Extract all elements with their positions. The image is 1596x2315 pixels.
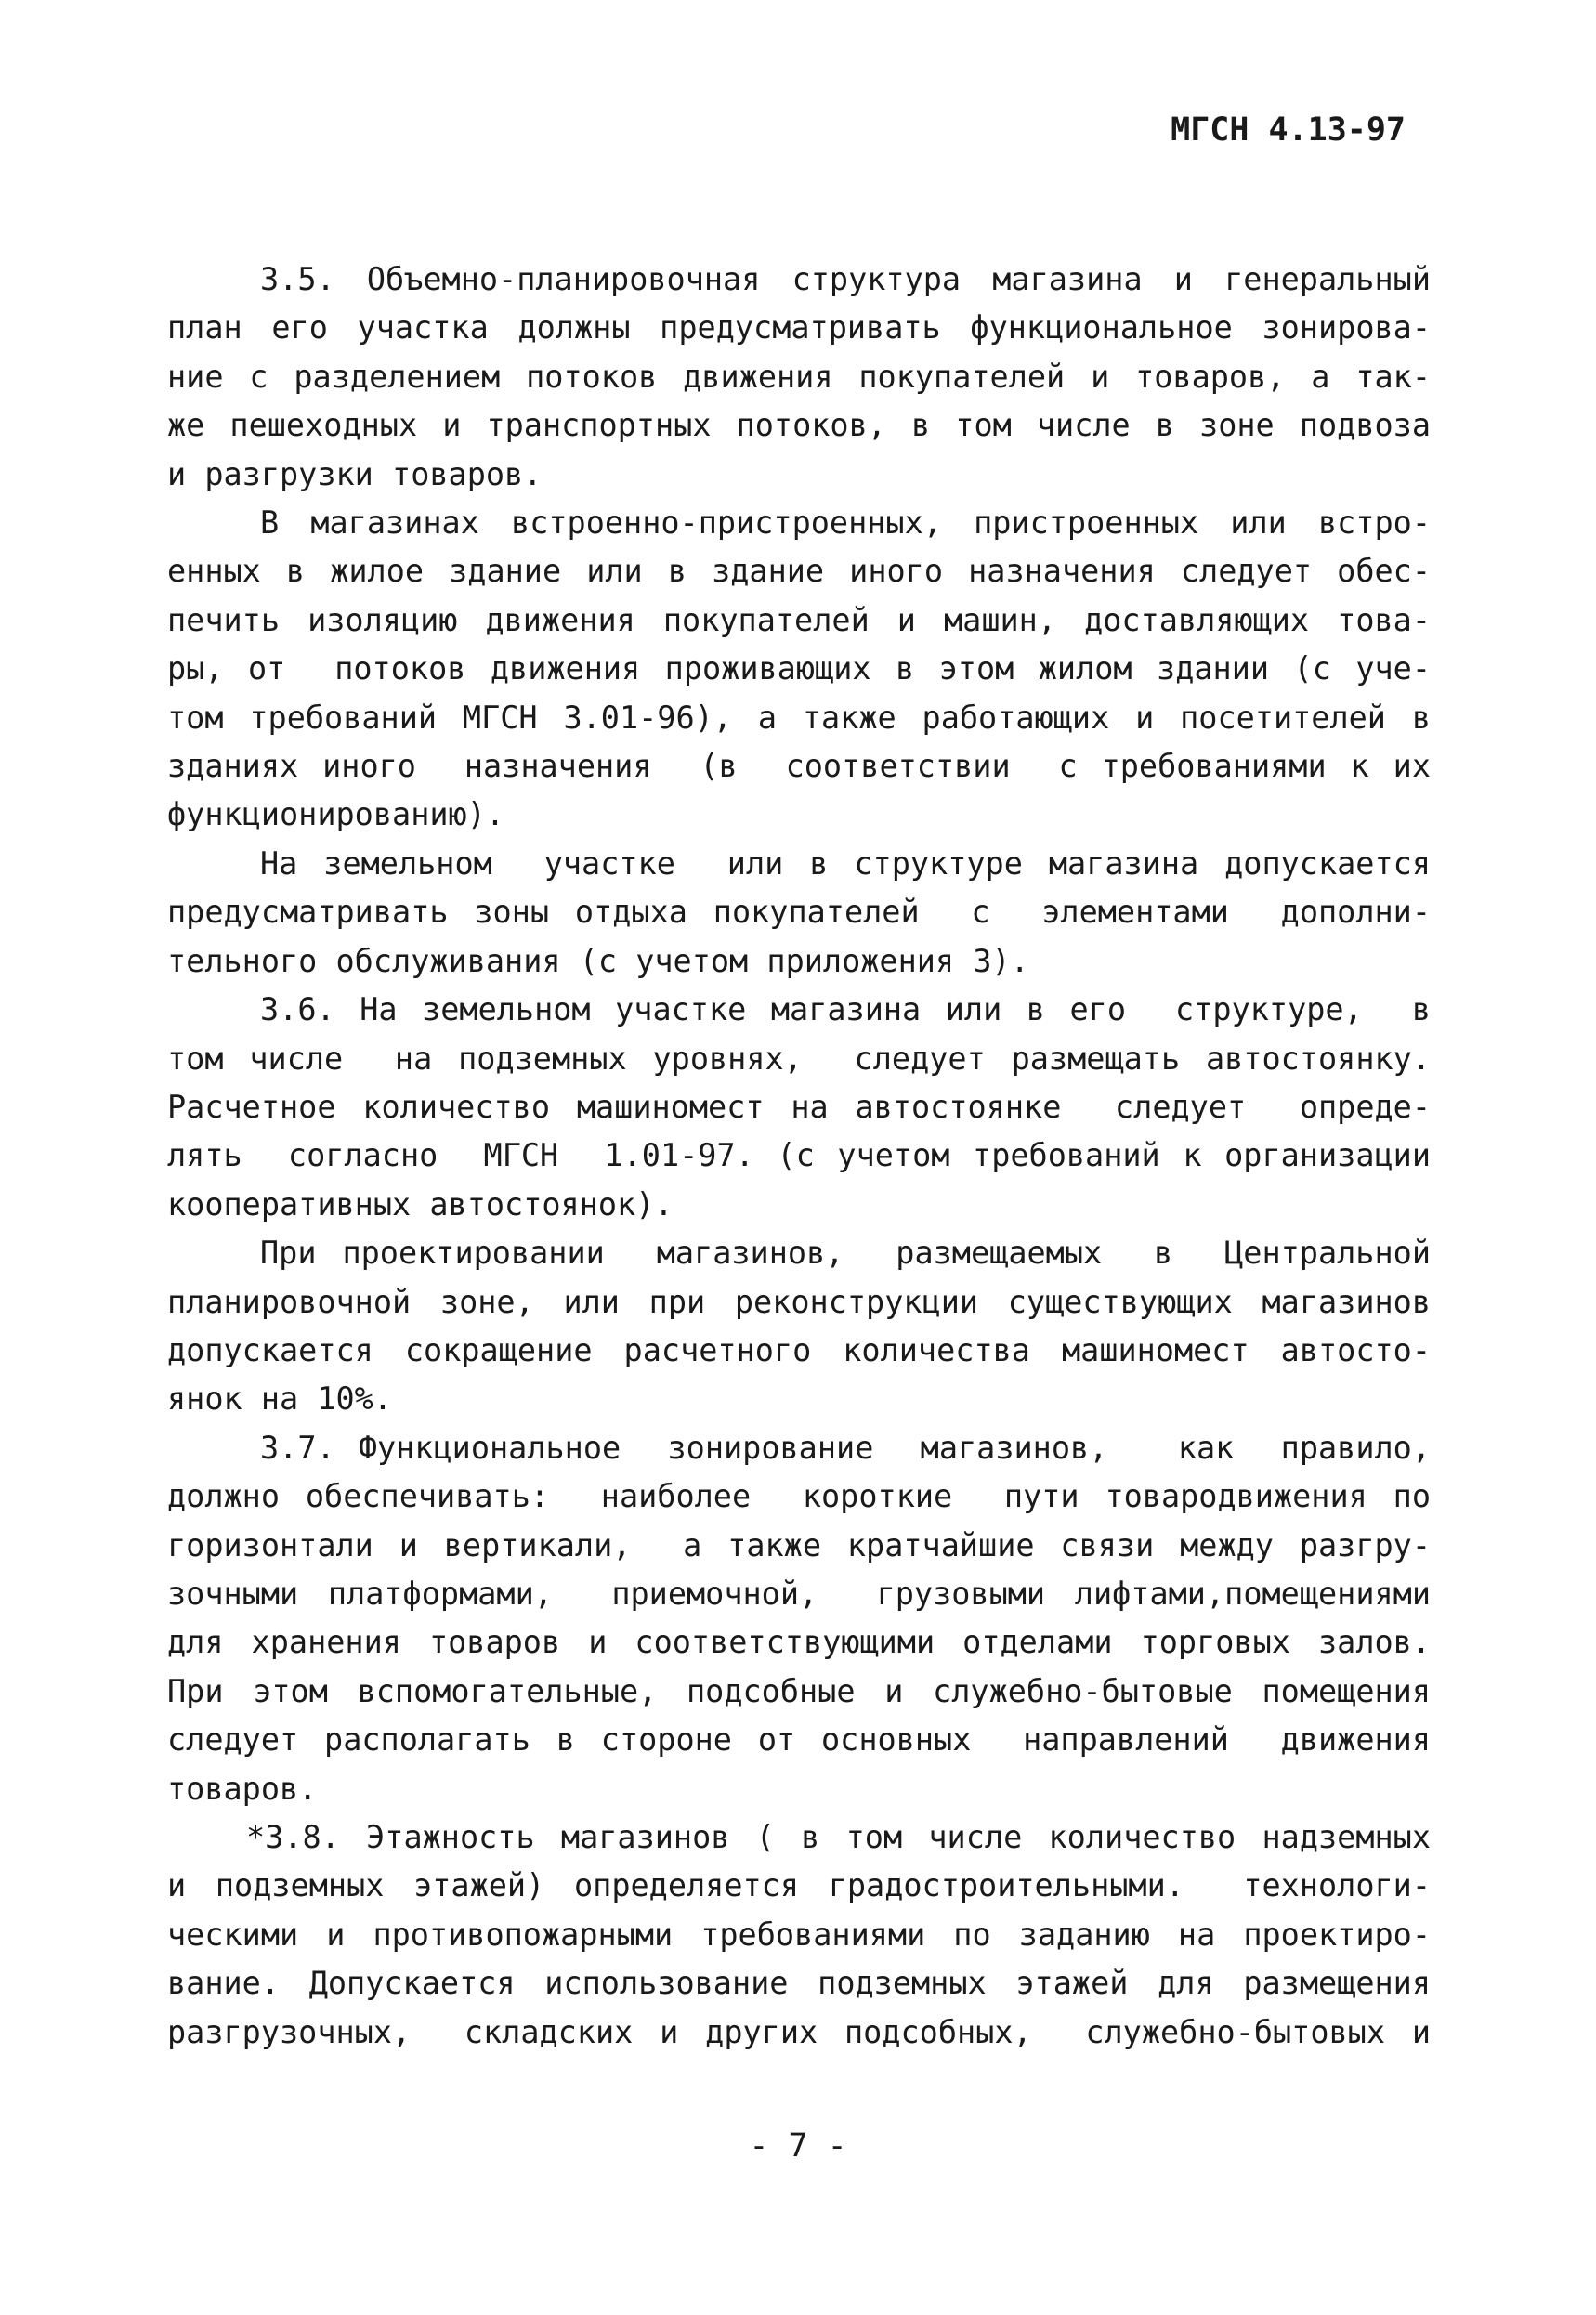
text-line: вание. Допускается использование подземных этажей для размещения bbox=[167, 1965, 1431, 2002]
text-line: план его участка должны предусматривать функциональное зонирова- bbox=[167, 309, 1431, 347]
text-line: том числе на подземных уровнях, следует размещать автостоянку. bbox=[167, 1040, 1431, 1077]
text-line: лять согласно МГСН 1.01-97. (с учетом требований к организации bbox=[167, 1137, 1431, 1174]
text-line: функционированию). bbox=[167, 796, 505, 833]
text-line: енных в жилое здание или в здание иного назначения следует обес- bbox=[167, 553, 1431, 590]
text-line: На земельном участке или в структуре магазина допускается bbox=[260, 844, 1431, 882]
text-line: разгрузочных, складских и других подсобных, служебно-бытовых и bbox=[167, 2013, 1431, 2050]
text-line: *3.8. Этажность магазинов ( в том числе количество надземных bbox=[246, 1819, 1431, 1855]
text-line: Расчетное количество машиномест на автостоянке следует опреде- bbox=[167, 1088, 1431, 1125]
text-line: том требований МГСН 3.01-96), а также работающих и посетителей в bbox=[167, 699, 1431, 736]
text-line: кооперативных автостоянок). bbox=[167, 1185, 674, 1223]
text-line: тельного обслуживания (с учетом приложения 3). bbox=[167, 942, 1029, 979]
text-line: и разгрузки товаров. bbox=[167, 455, 543, 492]
paragraph-central-zone bbox=[167, 1229, 1431, 1424]
text-line: В магазинах встроенно-пристроенных, пристроенных или встро- bbox=[260, 504, 1431, 542]
text-line: должно обеспечивать: наиболее короткие пути товародвижения по bbox=[167, 1478, 1431, 1515]
text-line: ние с разделением потоков движения покупателей и товаров, а так- bbox=[167, 358, 1431, 395]
text-line: горизонтали и вертикали, а также кратчайшие связи между разгру- bbox=[167, 1526, 1431, 1563]
text-line: ческими и противопожарными требованиями по заданию на проектиро- bbox=[167, 1916, 1431, 1953]
text-line: 3.7. Функциональное зонирование магазинов, как правило, bbox=[260, 1429, 1431, 1466]
text-line: же пешеходных и транспортных потоков, в том числе в зоне подвоза bbox=[167, 407, 1431, 444]
text-line: При проектировании магазинов, размещаемых в Центральной bbox=[260, 1235, 1431, 1272]
text-line: и подземных этажей) определяется градостроительными. технологи- bbox=[167, 1867, 1431, 1904]
text-line: При этом вспомогательные, подсобные и служебно-бытовые помещения bbox=[167, 1672, 1431, 1709]
text-line: товаров. bbox=[167, 1770, 318, 1807]
text-line: 3.5. Объемно-планировочная структура магазина и генеральный bbox=[260, 261, 1431, 297]
text-line: 3.6. На земельном участке магазина или в его структуре, в bbox=[260, 991, 1431, 1028]
text-line: следует располагать в стороне от основных направлений движения bbox=[167, 1721, 1431, 1759]
text-line: для хранения товаров и соответствующими отделами торговых залов. bbox=[167, 1624, 1431, 1661]
paragraph-3-5 bbox=[167, 255, 1431, 499]
paragraph-3-6 bbox=[167, 986, 1431, 1229]
document-body bbox=[167, 255, 1431, 2057]
text-line: печить изоляцию движения покупателей и машин, доставляющих това- bbox=[167, 601, 1431, 638]
document-code-header: МГСН 4.13-97 bbox=[1171, 111, 1406, 149]
text-line: зочными платформами, приемочной, грузовыми лифтами,помещениями bbox=[167, 1575, 1431, 1612]
text-line: допускается сокращение расчетного количества машиномест автосто- bbox=[167, 1331, 1431, 1368]
text-line: зданиях иного назначения (в соответствии с требованиями к их bbox=[167, 748, 1431, 785]
paragraph-3-8 bbox=[167, 1813, 1431, 2057]
paragraph-built-in-stores bbox=[167, 499, 1431, 840]
text-line: ры, от потоков движения проживающих в этом жилом здании (с уче- bbox=[167, 650, 1431, 687]
paragraph-rest-zones bbox=[167, 840, 1431, 986]
text-line: янок на 10%. bbox=[167, 1380, 393, 1418]
page-number: - 7 - bbox=[749, 2127, 847, 2165]
text-line: планировочной зоне, или при реконструкции существующих магазинов bbox=[167, 1283, 1431, 1320]
paragraph-3-7 bbox=[167, 1424, 1431, 1813]
text-line: предусматривать зоны отдыха покупателей с элементами дополни- bbox=[167, 894, 1431, 931]
